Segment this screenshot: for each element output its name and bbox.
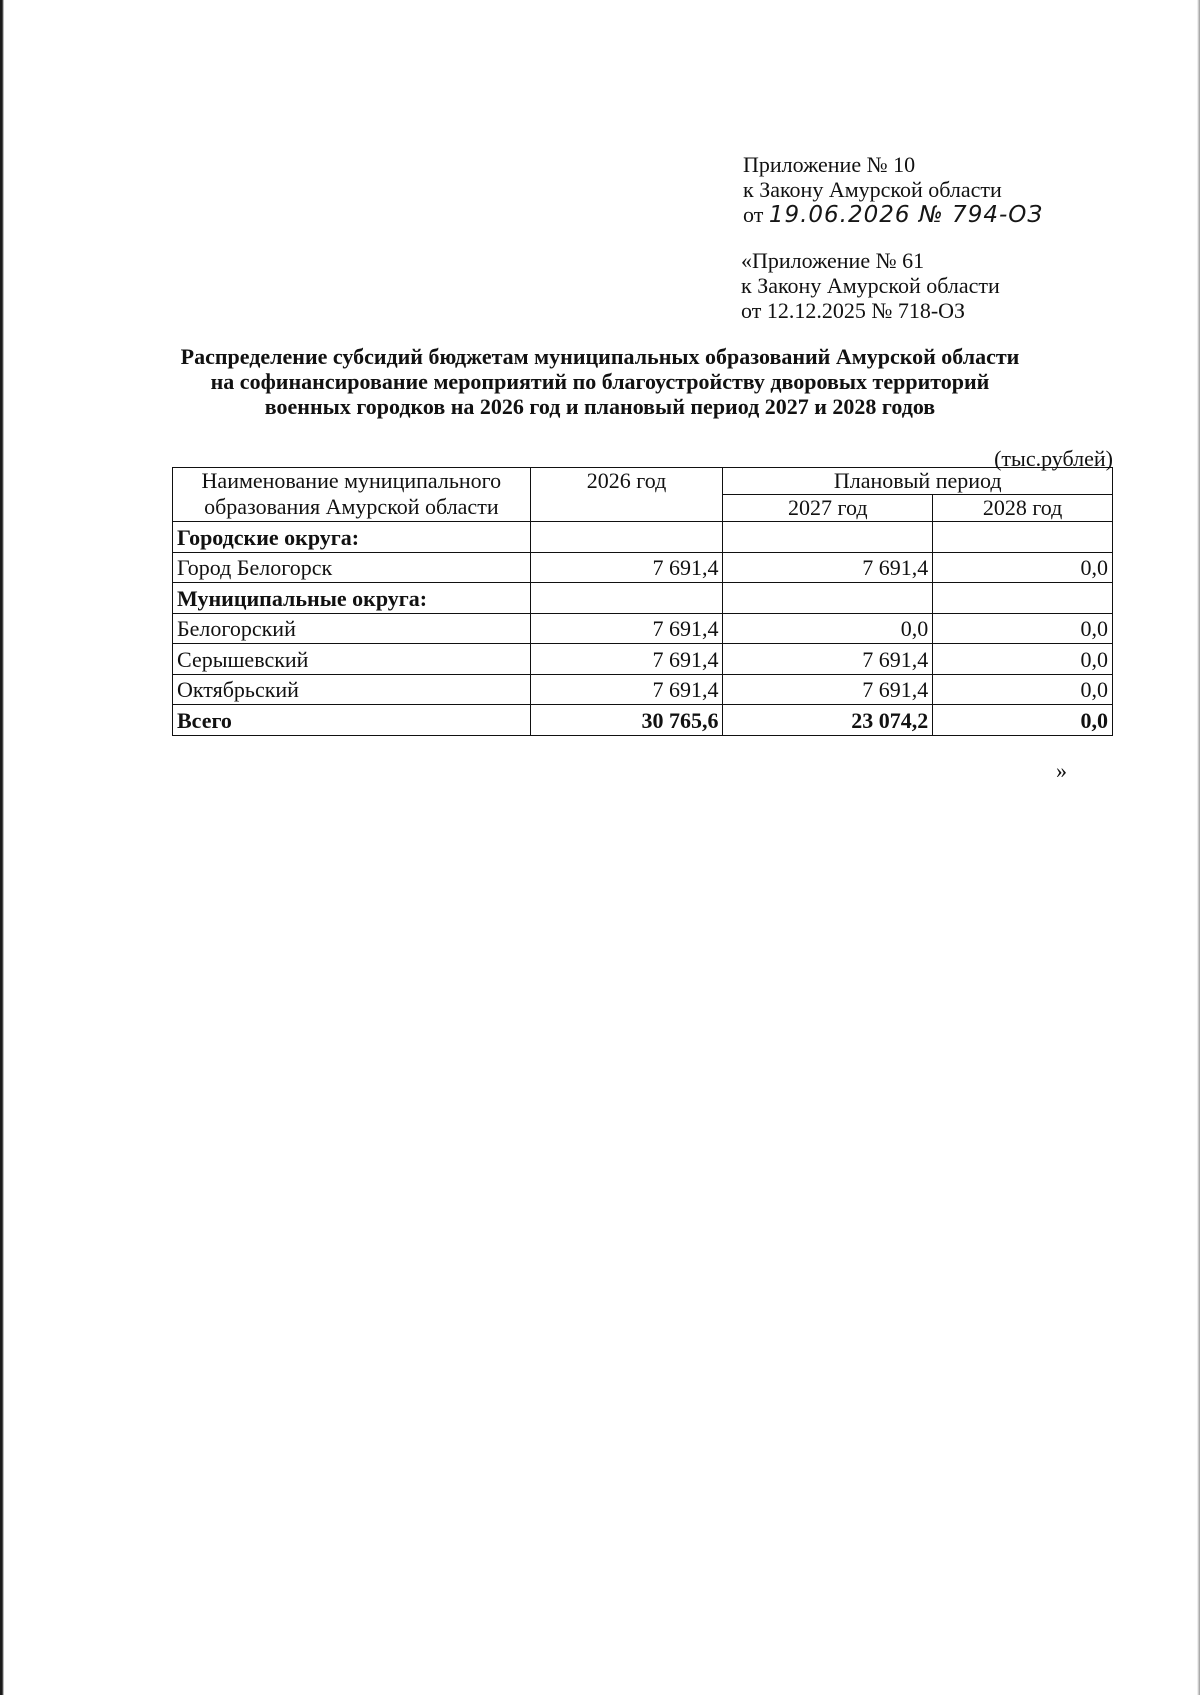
value-2027 — [723, 583, 933, 614]
value-2027: 7 691,4 — [723, 552, 933, 583]
prior-annex-reference — [741, 248, 1000, 323]
title-line-2: на софинансирование мероприятий по благоустройству дворовых территорий — [210, 369, 990, 394]
header-row — [173, 468, 1113, 495]
scan-edge-left — [0, 0, 4, 1695]
annex-date-line — [743, 202, 1043, 228]
total-row — [173, 705, 1113, 736]
table-row — [173, 522, 1113, 553]
subsidy-table — [172, 467, 1113, 736]
value-2028: 0,0 — [933, 552, 1113, 583]
value-2028 — [933, 583, 1113, 614]
document-title — [150, 344, 1050, 419]
unit-label: (тыс.рублей) — [994, 446, 1113, 471]
value-2027: 7 691,4 — [723, 644, 933, 675]
closing-quote: » — [1056, 758, 1067, 783]
total-2026: 30 765,6 — [530, 705, 723, 736]
total-2027: 23 074,2 — [723, 705, 933, 736]
header-name: Наименование муниципального образования Амурской области — [173, 468, 531, 522]
value-2026: 7 691,4 — [530, 613, 723, 644]
value-2027: 7 691,4 — [723, 674, 933, 705]
value-2026 — [530, 583, 723, 614]
total-2028: 0,0 — [933, 705, 1113, 736]
value-2027 — [723, 522, 933, 553]
row-name: Всего — [173, 705, 531, 736]
row-name: Белогорский — [173, 613, 531, 644]
value-2028: 0,0 — [933, 613, 1113, 644]
prior-annex-date: от 12.12.2025 № 718-ОЗ — [741, 298, 966, 323]
prior-annex-number: «Приложение № 61 — [741, 248, 925, 273]
row-name: Октябрьский — [173, 674, 531, 705]
table-row — [173, 644, 1113, 675]
annex-date-prefix: от — [743, 202, 764, 227]
value-2028: 0,0 — [933, 644, 1113, 675]
prior-annex-law: к Закону Амурской области — [741, 273, 1000, 298]
row-name: Серышевский — [173, 644, 531, 675]
value-2026: 7 691,4 — [530, 674, 723, 705]
handwritten-date-number: 19.06.2026 № 794-ОЗ — [768, 202, 1044, 228]
header-planned-period: Плановый период — [723, 468, 1113, 495]
row-name: Муниципальные округа: — [173, 583, 531, 614]
table-row — [173, 613, 1113, 644]
value-2026 — [530, 522, 723, 553]
value-2027: 0,0 — [723, 613, 933, 644]
table-row — [173, 674, 1113, 705]
value-2026: 7 691,4 — [530, 644, 723, 675]
value-2028 — [933, 522, 1113, 553]
annex-law: к Закону Амурской области — [743, 177, 1002, 202]
header-year-2028: 2028 год — [933, 495, 1113, 522]
table-row — [173, 552, 1113, 583]
value-2028: 0,0 — [933, 674, 1113, 705]
annex-reference — [743, 152, 1043, 228]
value-2026: 7 691,4 — [530, 552, 723, 583]
title-line-3: военных городков на 2026 год и плановый период 2027 и 2028 годов — [264, 394, 936, 419]
header-year-2026: 2026 год — [530, 468, 723, 522]
table-row — [173, 583, 1113, 614]
title-line-1: Распределение субсидий бюджетам муниципальных образований Амурской области — [180, 344, 1020, 369]
header-year-2027: 2027 год — [723, 495, 933, 522]
row-name: Город Белогорск — [173, 552, 531, 583]
row-name: Городские округа: — [173, 522, 531, 553]
annex-number: Приложение № 10 — [743, 152, 916, 177]
